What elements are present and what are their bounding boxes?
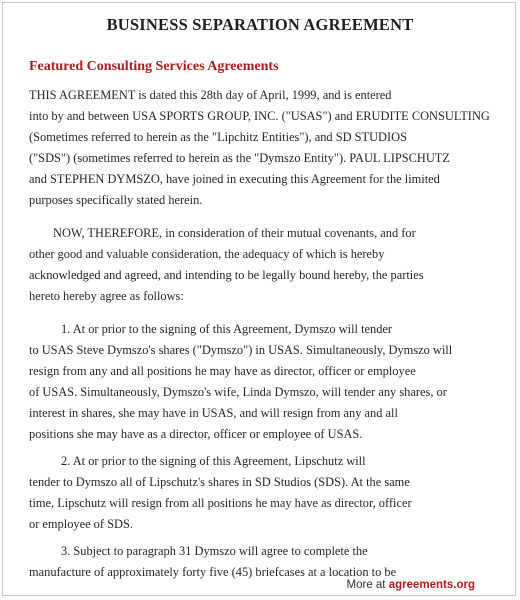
text-line: 2. At or prior to the signing of this Agreement, Lipschutz will	[61, 454, 366, 468]
text-line: hereto hereby agree as follows:	[29, 289, 184, 303]
footer-more-at	[347, 579, 475, 591]
text-line: purposes specifically stated herein.	[29, 193, 203, 207]
text-line: into by and between USA SPORTS GROUP, INC. ("USAS") and ERUDITE CONSULTING	[29, 109, 490, 123]
text-line: ("SDS") (sometimes referred to herein as the "Dymszo Entity"). PAUL LIPSCHUTZ	[29, 151, 450, 165]
text-line: and STEPHEN DYMSZO, have joined in executing this Agreement for the limited	[29, 172, 440, 186]
document-title: BUSINESS SEPARATION AGREEMENT	[106, 15, 414, 34]
text-line: acknowledged and agreed, and intending to be legally bound hereby, the parties	[29, 268, 424, 282]
text-line: (Sometimes referred to herein as the "Lipchitz Entities"), and SD STUDIOS	[29, 130, 407, 144]
text-line: 1. At or prior to the signing of this Agreement, Dymszo will tender	[61, 322, 393, 336]
text-line: to USAS Steve Dymszo's shares ("Dymszo") in USAS. Simultaneously, Dymszo will	[29, 343, 453, 357]
text-line: tender to Dymszo all of Lipschutz's shares in SD Studios (SDS). At the same	[29, 475, 410, 489]
text-line: interest in shares, she may have in USAS, and will resign from any and all	[29, 406, 398, 420]
text-line: resign from any and all positions he may have as director, officer or employee	[29, 364, 416, 378]
text-line: 3. Subject to paragraph 31 Dymszo will agree to complete the	[61, 544, 368, 558]
document-subtitle: Featured Consulting Services Agreements	[29, 59, 279, 74]
text-line: other good and valuable consideration, the adequacy of which is hereby	[29, 247, 385, 261]
text-line: of USAS. Simultaneously, Dymszo's wife, Linda Dymszo, will tender any shares, or	[29, 385, 447, 399]
text-line: THIS AGREEMENT is dated this 28th day of April, 1999, and is entered	[29, 88, 392, 102]
footer-prefix: More at	[346, 579, 386, 591]
text-line: or employee of SDS.	[29, 517, 133, 531]
text-line: manufacture of approximately forty five (45) briefcases at a location to be	[29, 565, 397, 579]
footer-site-link[interactable]: agreements.org	[388, 579, 475, 591]
document-page	[2, 2, 516, 596]
text-line: NOW, THEREFORE, in consideration of their mutual covenants, and for	[53, 226, 416, 240]
text-line: time, Lipschutz will resign from all positions he may have as director, officer	[29, 496, 412, 510]
text-line: positions she may have as a director, officer or employee of USAS.	[29, 427, 363, 441]
